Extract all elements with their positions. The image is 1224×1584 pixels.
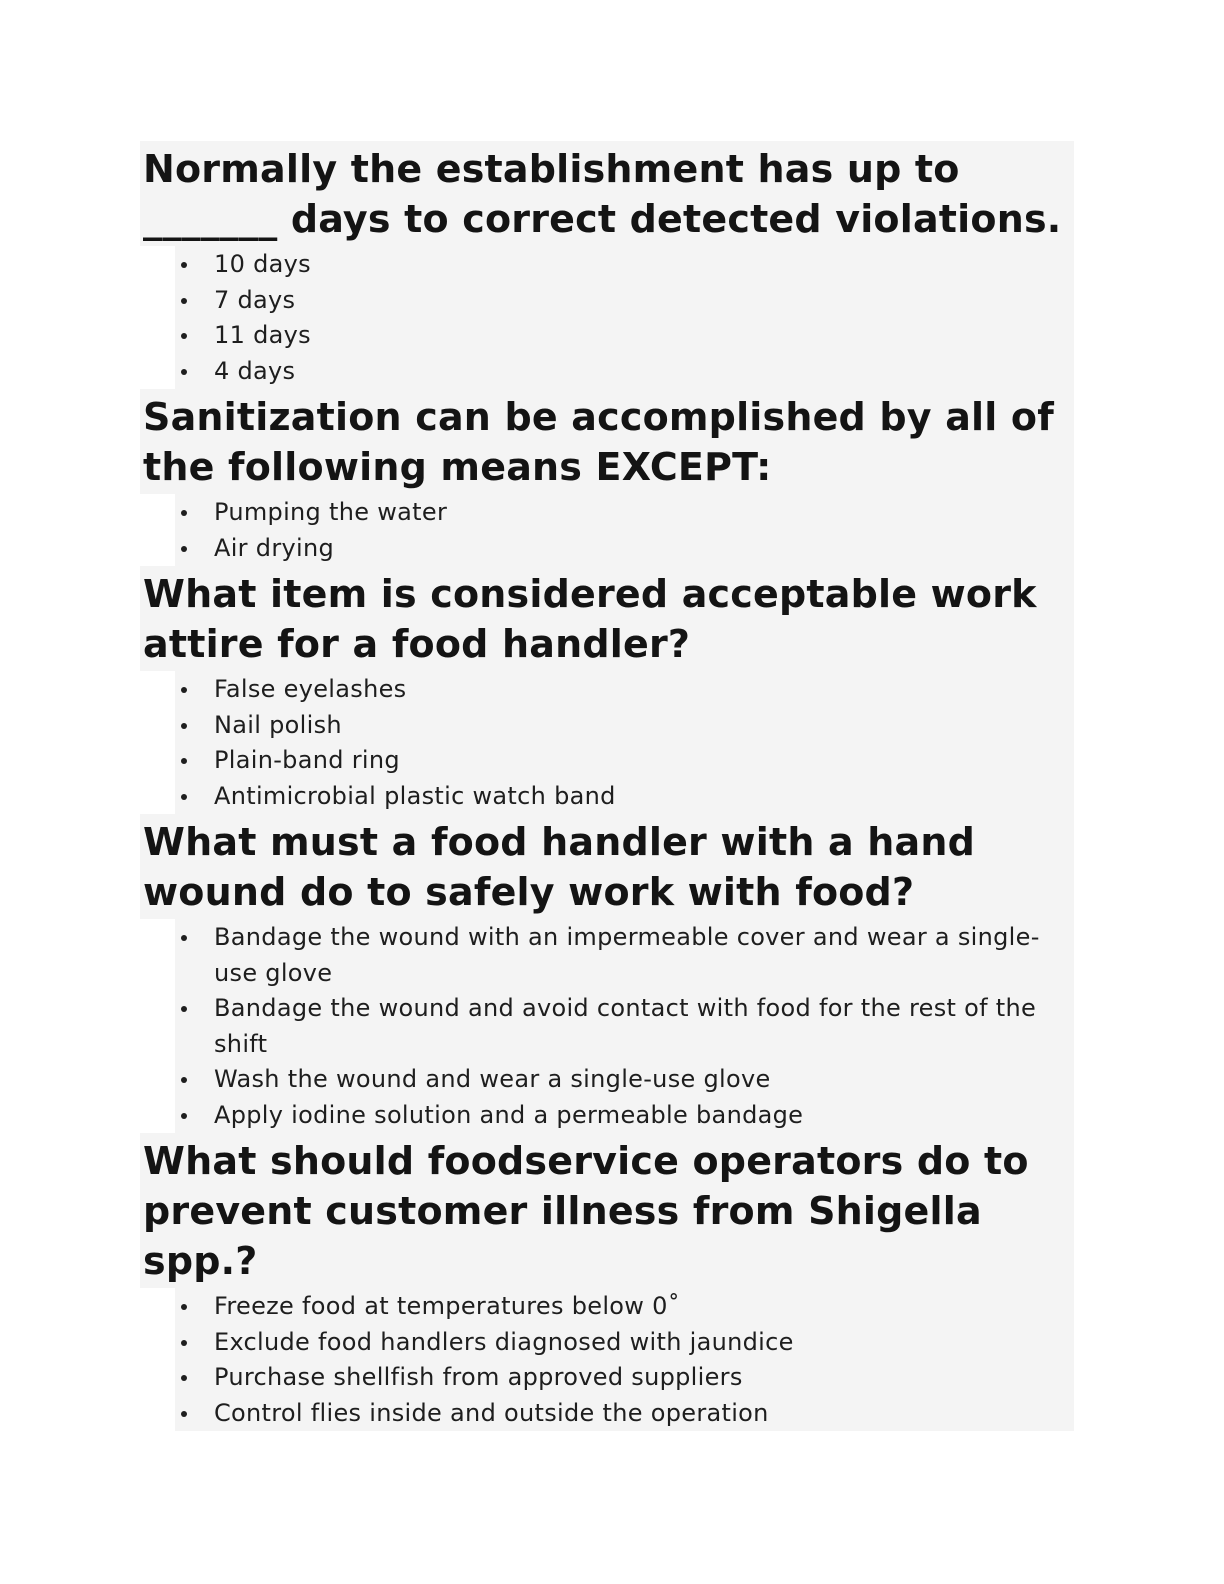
question-5: What should foodservice operators do to prevent customer illness from Shigella spp.? [140,1133,1074,1288]
option-item: Pumping the water [175,495,1074,531]
option-item: 10 days [175,247,1074,283]
option-item: Bandage the wound with an impermeable cover and wear a single-use glove [175,920,1074,991]
option-item: Antimicrobial plastic watch band [175,779,1074,815]
option-item: 7 days [175,283,1074,319]
option-item: Air drying [175,531,1074,567]
option-item: Control flies inside and outside the operation [175,1396,1074,1432]
question-2: Sanitization can be accomplished by all of the following means EXCEPT: [140,389,1074,494]
option-item: Nail polish [175,708,1074,744]
option-item: Exclude food handlers diagnosed with jaundice [175,1325,1074,1361]
option-item: Freeze food at temperatures below 0˚ [175,1289,1074,1325]
question-1: Normally the establishment has up to _______ days to correct detected violations. [140,141,1074,246]
option-item: 11 days [175,318,1074,354]
option-item: Purchase shellfish from approved suppliers [175,1360,1074,1396]
options-list-5 [175,1288,1074,1431]
option-item: Bandage the wound and avoid contact with food for the rest of the shift [175,991,1074,1062]
option-item: Apply iodine solution and a permeable bandage [175,1098,1074,1134]
option-item: Wash the wound and wear a single-use glove [175,1062,1074,1098]
question-3: What item is considered acceptable work attire for a food handler? [140,566,1074,671]
question-4: What must a food handler with a hand wound do to safely work with food? [140,814,1074,919]
options-list-2 [175,494,1074,566]
quiz-document [140,141,1074,1431]
options-list-3 [175,671,1074,814]
option-item: 4 days [175,354,1074,390]
options-list-4 [175,919,1074,1133]
option-item: Plain-band ring [175,743,1074,779]
option-item: False eyelashes [175,672,1074,708]
options-list-1 [175,246,1074,389]
